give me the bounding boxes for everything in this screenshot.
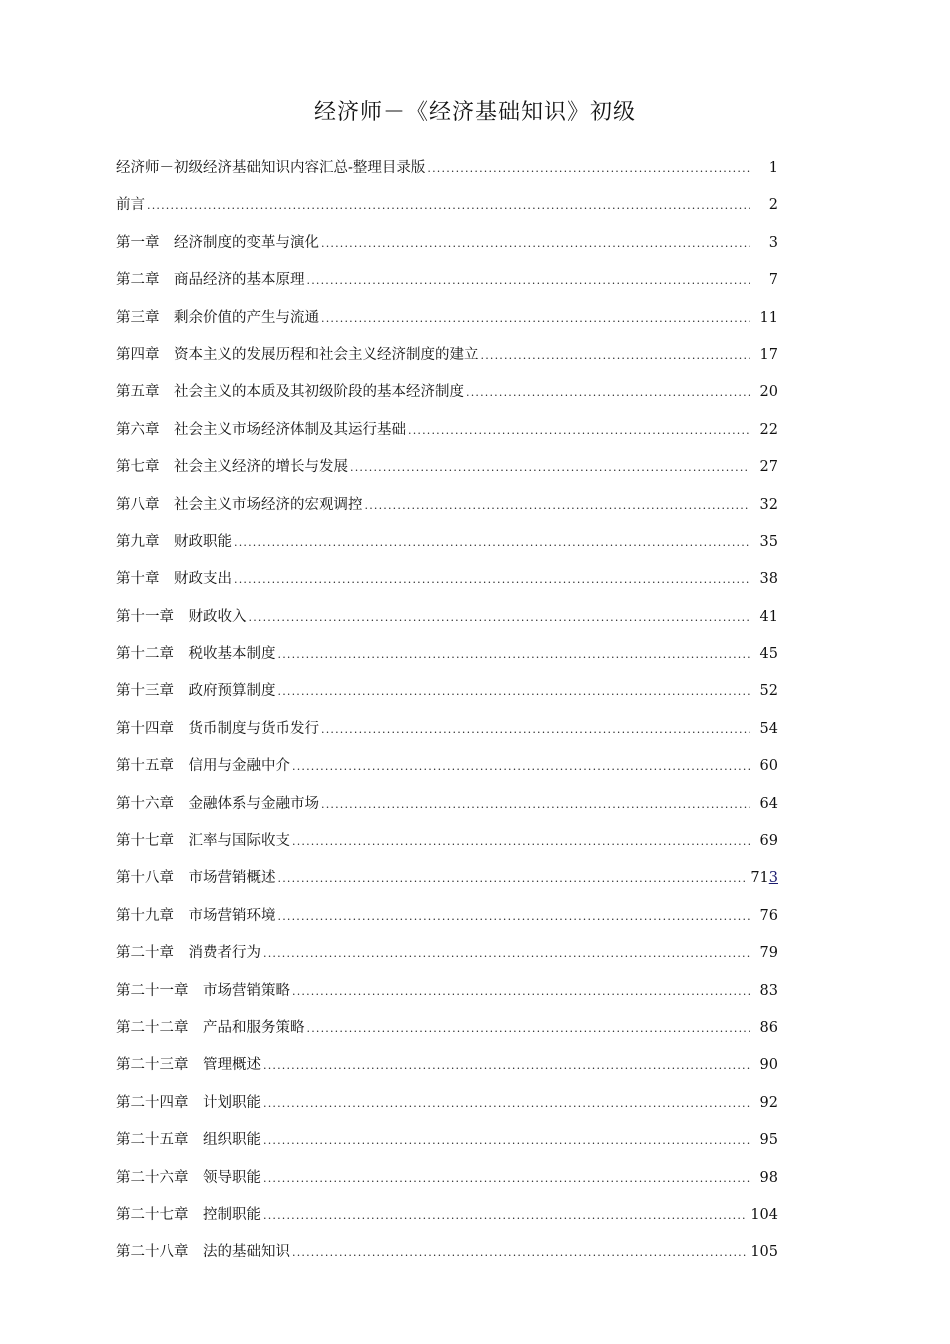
dot-leader bbox=[292, 973, 750, 1010]
toc-entry-label: 第二十五章 组织职能 bbox=[116, 1132, 261, 1149]
toc-entry-page-number bbox=[750, 860, 778, 897]
page-number-value: 22 bbox=[759, 421, 778, 438]
toc-entry[interactable] bbox=[116, 1047, 778, 1084]
page-number-value: 92 bbox=[759, 1094, 778, 1111]
toc-entry-label: 第二十三章 管理概述 bbox=[116, 1057, 261, 1074]
toc-entry[interactable] bbox=[116, 860, 778, 897]
dot-leader bbox=[249, 599, 751, 636]
toc-entry[interactable] bbox=[116, 225, 778, 262]
page-number-value: 104 bbox=[750, 1206, 778, 1223]
page-number-value: 7 bbox=[768, 272, 778, 289]
page-number-value: 45 bbox=[759, 646, 778, 663]
page-title: 经济师－《经济基础知识》初级 bbox=[313, 100, 636, 125]
toc-entry[interactable] bbox=[116, 449, 778, 486]
dot-leader bbox=[427, 150, 750, 187]
toc-entry[interactable] bbox=[116, 636, 778, 673]
toc-entry[interactable] bbox=[116, 823, 778, 860]
dot-leader bbox=[365, 487, 751, 524]
toc-entry[interactable] bbox=[116, 599, 778, 636]
toc-entry[interactable] bbox=[116, 898, 778, 935]
toc-entry-page-number bbox=[754, 898, 778, 935]
toc-entry-label: 经济师－初级经济基础知识内容汇总-整理目录版 bbox=[116, 160, 426, 176]
page-number-value: 38 bbox=[759, 571, 778, 588]
toc-entry[interactable] bbox=[116, 1160, 778, 1197]
page-number-value: 52 bbox=[759, 683, 778, 700]
toc-entry-label: 第二十四章 计划职能 bbox=[116, 1094, 261, 1111]
toc-entry[interactable] bbox=[116, 1234, 778, 1271]
dot-leader bbox=[321, 225, 750, 262]
page-number-value: 1 bbox=[768, 160, 778, 176]
page-number-value: 54 bbox=[759, 720, 778, 737]
toc-entry-page-number bbox=[754, 935, 778, 972]
toc-entry[interactable] bbox=[116, 748, 778, 785]
toc-entry-page-number bbox=[754, 1047, 778, 1084]
toc-entry[interactable] bbox=[116, 561, 778, 598]
dot-leader bbox=[278, 636, 751, 673]
dot-leader bbox=[263, 1047, 750, 1084]
toc-entry-page-number bbox=[754, 374, 778, 411]
dot-leader bbox=[263, 1122, 750, 1159]
toc-entry-page-number bbox=[754, 150, 778, 187]
toc-entry-page-number bbox=[754, 1122, 778, 1159]
page-number-value: 90 bbox=[759, 1057, 778, 1074]
page-number-value: 98 bbox=[759, 1169, 778, 1186]
page-number-value: 60 bbox=[759, 758, 778, 775]
page-number-value: 71 bbox=[750, 870, 769, 887]
toc-entry-label: 第八章 社会主义市场经济的宏观调控 bbox=[116, 496, 363, 513]
toc-entry[interactable] bbox=[116, 1085, 778, 1122]
page-number-value: 64 bbox=[759, 795, 778, 812]
page-number-value: 95 bbox=[759, 1132, 778, 1149]
toc-entry-label: 第十三章 政府预算制度 bbox=[116, 683, 276, 700]
dot-leader bbox=[278, 673, 751, 710]
toc-entry-label: 第十五章 信用与金融中介 bbox=[116, 758, 290, 775]
toc-entry-page-number bbox=[754, 973, 778, 1010]
dot-leader bbox=[481, 337, 751, 374]
toc-entry[interactable] bbox=[116, 337, 778, 374]
toc-entry-page-number bbox=[750, 1234, 778, 1271]
toc-entry[interactable] bbox=[116, 487, 778, 524]
page-number-value: 35 bbox=[759, 533, 778, 550]
toc-entry[interactable] bbox=[116, 374, 778, 411]
toc-entry[interactable] bbox=[116, 973, 778, 1010]
toc-entry-page-number bbox=[754, 561, 778, 598]
toc-entry-page-number bbox=[754, 225, 778, 262]
dot-leader bbox=[292, 1234, 746, 1271]
dot-leader bbox=[292, 823, 750, 860]
toc-entry[interactable] bbox=[116, 300, 778, 337]
dot-leader bbox=[234, 524, 750, 561]
toc-entry-label: 第二章 商品经济的基本原理 bbox=[116, 272, 305, 289]
toc-entry-label: 第二十一章 市场营销策略 bbox=[116, 982, 290, 999]
dot-leader bbox=[321, 300, 750, 337]
toc-entry[interactable] bbox=[116, 150, 778, 187]
toc-entry-page-number bbox=[754, 711, 778, 748]
toc-entry-page-number bbox=[754, 187, 778, 224]
table-of-contents bbox=[116, 150, 778, 1272]
toc-entry-page-number bbox=[754, 524, 778, 561]
toc-entry-label: 第二十六章 领导职能 bbox=[116, 1169, 261, 1186]
toc-entry[interactable] bbox=[116, 1010, 778, 1047]
dot-leader bbox=[263, 1085, 750, 1122]
toc-entry-label: 第十九章 市场营销环境 bbox=[116, 907, 276, 924]
page-number-value: 32 bbox=[759, 496, 778, 513]
toc-entry[interactable] bbox=[116, 1197, 778, 1234]
page-number-value: 41 bbox=[759, 608, 778, 625]
toc-entry-page-number bbox=[754, 636, 778, 673]
toc-entry-page-number bbox=[750, 1197, 778, 1234]
toc-entry[interactable] bbox=[116, 1122, 778, 1159]
toc-entry-page-number bbox=[754, 599, 778, 636]
toc-entry-label: 第二十章 消费者行为 bbox=[116, 945, 261, 962]
toc-entry-label: 前言 bbox=[116, 197, 145, 214]
page-number-value: 17 bbox=[759, 346, 778, 363]
toc-entry-label: 第十一章 财政收入 bbox=[116, 608, 247, 625]
toc-entry[interactable] bbox=[116, 673, 778, 710]
page-number-value: 11 bbox=[759, 309, 778, 326]
toc-entry[interactable] bbox=[116, 711, 778, 748]
toc-entry-label: 第七章 社会主义经济的增长与发展 bbox=[116, 459, 348, 476]
toc-entry-page-number bbox=[754, 262, 778, 299]
toc-entry-page-number bbox=[754, 487, 778, 524]
toc-entry-page-number bbox=[754, 823, 778, 860]
dot-leader bbox=[466, 374, 750, 411]
page-number-value: 27 bbox=[759, 459, 778, 476]
dot-leader bbox=[278, 898, 751, 935]
toc-entry-label: 第二十二章 产品和服务策略 bbox=[116, 1019, 305, 1036]
toc-entry-page-number bbox=[754, 449, 778, 486]
dot-leader bbox=[263, 1197, 746, 1234]
toc-entry-label: 第九章 财政职能 bbox=[116, 533, 232, 550]
dot-leader bbox=[234, 561, 750, 598]
page-number-extra-digit: 3 bbox=[768, 870, 778, 887]
toc-entry-label: 第十二章 税收基本制度 bbox=[116, 646, 276, 663]
page-number-value: 79 bbox=[759, 945, 778, 962]
page-number-value: 69 bbox=[759, 833, 778, 850]
dot-leader bbox=[263, 935, 750, 972]
toc-entry-page-number bbox=[754, 300, 778, 337]
toc-entry-page-number bbox=[754, 748, 778, 785]
page-number-value: 76 bbox=[759, 907, 778, 924]
toc-entry-page-number bbox=[754, 1160, 778, 1197]
dot-leader bbox=[321, 786, 750, 823]
toc-entry-page-number bbox=[754, 1085, 778, 1122]
toc-entry-label: 第四章 资本主义的发展历程和社会主义经济制度的建立 bbox=[116, 346, 479, 363]
toc-entry-label: 第三章 剩余价值的产生与流通 bbox=[116, 309, 319, 326]
page-number-value: 2 bbox=[768, 197, 778, 214]
page-number-value: 3 bbox=[768, 234, 778, 251]
dot-leader bbox=[350, 449, 750, 486]
toc-entry[interactable] bbox=[116, 412, 778, 449]
toc-entry-label: 第二十七章 控制职能 bbox=[116, 1206, 261, 1223]
dot-leader bbox=[408, 412, 750, 449]
dot-leader bbox=[307, 1010, 751, 1047]
toc-entry-page-number bbox=[754, 673, 778, 710]
page-number-value: 20 bbox=[759, 384, 778, 401]
toc-entry[interactable] bbox=[116, 262, 778, 299]
dot-leader bbox=[321, 711, 750, 748]
dot-leader bbox=[147, 187, 750, 224]
toc-entry-label: 第十章 财政支出 bbox=[116, 571, 232, 588]
toc-entry-label: 第十七章 汇率与国际收支 bbox=[116, 833, 290, 850]
page-number-value: 83 bbox=[759, 982, 778, 999]
toc-entry[interactable] bbox=[116, 524, 778, 561]
toc-entry-label: 第十八章 市场营销概述 bbox=[116, 870, 276, 887]
dot-leader bbox=[292, 748, 750, 785]
toc-entry-label: 第十四章 货币制度与货币发行 bbox=[116, 720, 319, 737]
toc-entry[interactable] bbox=[116, 935, 778, 972]
dot-leader bbox=[263, 1160, 750, 1197]
toc-entry-page-number bbox=[754, 337, 778, 374]
toc-entry-label: 第六章 社会主义市场经济体制及其运行基础 bbox=[116, 421, 406, 438]
toc-entry-label: 第十六章 金融体系与金融市场 bbox=[116, 795, 319, 812]
toc-entry-page-number bbox=[754, 786, 778, 823]
toc-entry-page-number bbox=[754, 412, 778, 449]
dot-leader bbox=[307, 262, 751, 299]
toc-entry-label: 第一章 经济制度的变革与演化 bbox=[116, 234, 319, 251]
page-number-value: 105 bbox=[750, 1244, 778, 1261]
dot-leader bbox=[278, 860, 747, 897]
page-number-value: 86 bbox=[759, 1019, 778, 1036]
toc-entry-page-number bbox=[754, 1010, 778, 1047]
toc-entry-label: 第五章 社会主义的本质及其初级阶段的基本经济制度 bbox=[116, 384, 464, 401]
toc-entry[interactable] bbox=[116, 786, 778, 823]
toc-entry-label: 第二十八章 法的基础知识 bbox=[116, 1244, 290, 1261]
toc-entry[interactable] bbox=[116, 187, 778, 224]
